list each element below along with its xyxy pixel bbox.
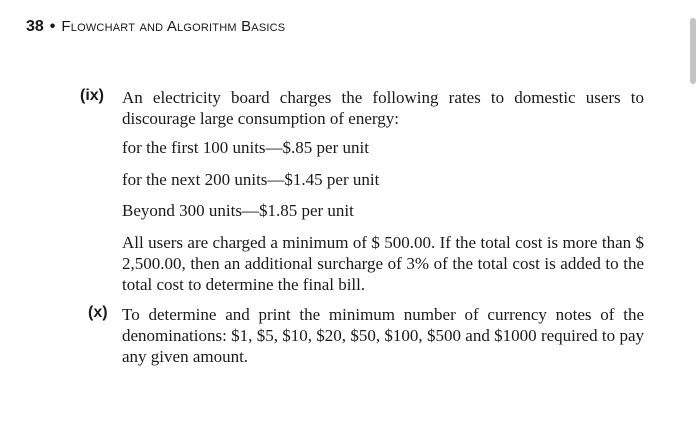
page-header — [26, 18, 285, 36]
rate-line-next-200: for the next 200 units—$1.45 per unit — [122, 170, 380, 189]
item-label-x: (x) — [88, 304, 108, 321]
chapter-title: Flowchart and Algorithm Basics — [61, 18, 286, 35]
page-number: 38 — [26, 18, 44, 35]
header-separator: • — [49, 18, 56, 35]
item-ix-note: All users are charged a minimum of $ 500.00. If the total cost is more than $ 2,500.00, then an additional surcharge of 3% of the total cost is added to the total cost to determine the final bill. — [122, 233, 644, 294]
rate-line-beyond-300: Beyond 300 units—$1.85 per unit — [122, 201, 354, 220]
item-ix-intro: An electricity board charges the following rates to domestic users to discourage large consumption of energy: — [122, 88, 644, 128]
rate-line-first-100: for the first 100 units—$.85 per unit — [122, 138, 369, 157]
item-label-ix: (ix) — [80, 87, 104, 104]
scrollbar-thumb[interactable] — [690, 18, 696, 84]
item-x-text: To determine and print the minimum number of currency notes of the denominations: $1, $5, $10, $20, $50, $100, $500 and $1000 required to pay any given amount. — [122, 305, 644, 366]
